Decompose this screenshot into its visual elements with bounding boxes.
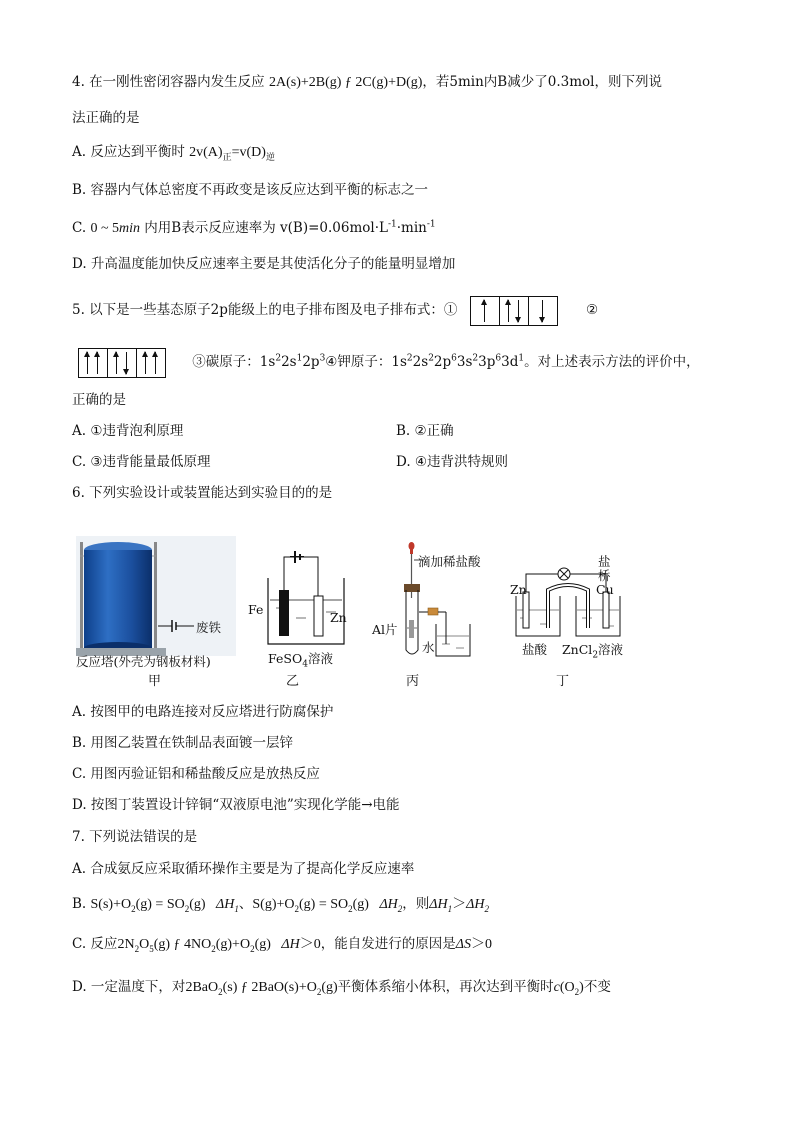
then-text: ，则 xyxy=(402,896,430,912)
q4-option-c-range: 0 ~ 5 xyxy=(90,221,120,236)
scrap-iron-label: 废铁 xyxy=(196,620,222,635)
q7-option-b-prefix: B. xyxy=(72,896,91,912)
q4-option-a xyxy=(72,142,275,163)
q4-stem-text: 4. 在一刚性密闭容器内发生反应 xyxy=(72,74,265,90)
figure-ding xyxy=(510,552,650,662)
eq-part: S(g)+O xyxy=(252,897,295,912)
concentration-symbol: c xyxy=(553,980,560,995)
enthalpy-symbol: ΔH xyxy=(429,897,448,912)
hcl-solution-label: 盐酸 xyxy=(522,642,548,657)
sub: 2 xyxy=(397,903,403,914)
q5-item-3-a: ③碳原子：1s xyxy=(192,354,276,370)
spin-down-arrow-icon xyxy=(126,352,127,374)
eq-part: (g) ƒ 4NO xyxy=(153,937,212,952)
enthalpy-symbol: ΔH xyxy=(281,937,300,952)
enthalpy-symbol: ΔH xyxy=(379,897,398,912)
q4-option-a-sub2: 逆 xyxy=(265,151,275,162)
q6-option-a: A. 按图甲的电路连接对反应塔进行防腐保护 xyxy=(72,704,334,720)
q5-stem-line3: 正确的是 xyxy=(72,392,126,408)
orbital-box xyxy=(471,297,500,325)
solution-text: 溶液 xyxy=(598,642,624,657)
orbital-diagram-1 xyxy=(470,296,558,326)
sub: 2 xyxy=(134,943,140,954)
sup: 2 xyxy=(428,353,434,364)
separator: 、 xyxy=(238,896,253,912)
spin-up-arrow-icon xyxy=(508,300,509,322)
electroplating-apparatus-illustration xyxy=(246,548,361,648)
q4-option-a-eq xyxy=(189,145,275,160)
sub: 2 xyxy=(131,903,136,914)
spin-down-arrow-icon xyxy=(542,300,543,322)
zinc-electrode-label: Zn xyxy=(330,610,347,625)
q7-option-b-eq2 xyxy=(252,897,402,912)
q7-option-c-eq xyxy=(117,937,320,952)
q4-option-c-min: min xyxy=(119,221,141,236)
q4-option-c xyxy=(72,218,436,239)
q5-option-a: A. ①违背泡利原理 xyxy=(72,423,184,439)
eq-part: ) xyxy=(579,980,584,995)
eq-part: (g) = SO xyxy=(299,897,349,912)
gt-zero: ＞0 xyxy=(470,937,492,952)
iron-electrode-label: Fe xyxy=(248,602,264,617)
eq-part: (O xyxy=(559,980,575,995)
orbital-box xyxy=(137,349,165,377)
q5-option-c: C. ③违背能量最低原理 xyxy=(72,454,211,470)
sub: 2 xyxy=(484,903,489,914)
orbital-box xyxy=(108,349,137,377)
eq-part: 2N xyxy=(117,937,135,952)
q4-reaction: 2A(s)+2B(g) ƒ 2C(g)+D(g) xyxy=(268,75,423,90)
entropy-symbol: ΔS xyxy=(455,937,471,952)
q4-option-c-exp2: -1 xyxy=(426,219,436,230)
copper-electrode-label: Cu xyxy=(596,582,614,597)
q5-item-4-c: 2p xyxy=(433,354,452,370)
eq-part: S(s)+O xyxy=(90,897,132,912)
sub: 5 xyxy=(149,943,154,954)
q5-item-4-f: 3d xyxy=(501,354,519,370)
q4-option-a-eq-part2: =v(D) xyxy=(231,145,266,160)
eq-part: O xyxy=(139,937,150,952)
sub: 2 xyxy=(316,986,322,997)
q4-option-c-mid: 内用B表示反应速率为 v(B)=0.06mol·L xyxy=(140,220,388,236)
q4-option-c-tail: ·min xyxy=(396,220,427,236)
q4-option-a-eq-part1: 2v(A) xyxy=(189,145,223,160)
spin-up-arrow-icon xyxy=(145,352,146,374)
eq-part: (g) xyxy=(352,897,369,912)
spin-up-arrow-icon xyxy=(97,352,98,374)
spin-up-arrow-icon xyxy=(155,352,156,374)
sub: 4 xyxy=(302,659,308,670)
q7-option-a: A. 合成氨反应采取循环操作主要是为了提高化学反应速率 xyxy=(72,861,415,877)
greater-than: ＞ xyxy=(452,897,467,912)
q6-option-d: D. 按图丁装置设计锌铜“双液原电池”实现化学能→电能 xyxy=(72,797,400,813)
q4-option-a-sub1: 正 xyxy=(222,151,232,162)
sub: 2 xyxy=(294,903,299,914)
sup: 2 xyxy=(406,353,413,364)
q7-option-d-conc xyxy=(554,980,584,995)
enthalpy-symbol: ΔH xyxy=(466,897,485,912)
orbital-box xyxy=(500,297,529,325)
q7-stem: 7. 下列说法错误的是 xyxy=(72,829,198,845)
sub: 2 xyxy=(592,650,599,661)
q7-option-d-mid: 平衡体系缩小体积，再次达到平衡时 xyxy=(337,979,554,995)
q4-option-b: B. 容器内气体总密度不再政变是该反应达到平衡的标志之一 xyxy=(72,182,429,198)
sub: 2 xyxy=(250,943,255,954)
q7-option-d-tail: 不变 xyxy=(583,979,611,995)
spin-up-arrow-icon xyxy=(87,352,88,374)
q7-option-c-mid: ，能自发进行的原因是 xyxy=(320,936,456,952)
galvanic-cell-illustration xyxy=(510,552,650,642)
eq-part: (g) xyxy=(321,980,338,995)
figure-yi-caption: 乙 xyxy=(286,674,300,689)
q7-option-b xyxy=(72,894,489,915)
figure-yi xyxy=(246,548,361,668)
q5-item-4-d: 3s xyxy=(456,354,473,370)
orbital-box xyxy=(529,297,557,325)
q7-option-b-compare xyxy=(429,897,489,912)
salt-bridge-label-1: 盐 xyxy=(598,554,611,569)
q5-item-3-b: 2s xyxy=(281,354,297,370)
q7-option-c-entropy xyxy=(456,937,492,952)
sup: 2 xyxy=(472,353,479,364)
q7-option-d xyxy=(72,977,611,998)
q7-option-d-eq xyxy=(185,980,337,995)
q7-option-c-prefix: C. 反应 xyxy=(72,936,118,952)
orbital-diagram-2 xyxy=(78,348,166,378)
q5-item-2: ② xyxy=(586,302,599,318)
q5-stem-text: 5. 以下是一些基态原子2p能级上的电子排布图及电子排布式：① xyxy=(72,302,458,318)
q5-item-4-e: 3p xyxy=(478,354,496,370)
q5-stem xyxy=(72,294,598,326)
q4-option-d: D. 升高温度能加快反应速率主要是其使活化分子的能量明显增加 xyxy=(72,256,456,272)
q5-item-3-c: 2p xyxy=(302,354,320,370)
feso4-text: FeSO xyxy=(268,651,303,666)
enthalpy-symbol: ΔH xyxy=(216,897,235,912)
gt-zero: ＞0 xyxy=(299,937,321,952)
eq-part: (g) xyxy=(254,937,271,952)
orbital-box xyxy=(79,349,108,377)
figure-ding-caption: 丁 xyxy=(556,674,570,689)
q5-option-d: D. ④违背洪特规则 xyxy=(396,454,509,470)
figure-jia xyxy=(76,536,236,676)
sub: 2 xyxy=(218,986,223,997)
q7-option-d-prefix: D. 一定温度下，对 xyxy=(72,979,186,995)
q5-tail: 。对上述表示方法的评价中， xyxy=(524,354,700,370)
water-label: 水 xyxy=(422,640,435,655)
reaction-tower-illustration xyxy=(76,536,236,656)
zinc-electrode-label: Zn xyxy=(510,582,527,597)
aluminum-sheet-label: Al片 xyxy=(372,622,398,637)
eq-part: 2BaO xyxy=(185,980,219,995)
q7-option-b-eq1 xyxy=(91,897,239,912)
eq-part: (s) ƒ 2BaO(s)+O xyxy=(222,980,317,995)
sup: 6 xyxy=(495,353,502,364)
sub: 1 xyxy=(234,903,239,914)
spin-up-arrow-icon xyxy=(116,352,117,374)
q6-option-b: B. 用图乙装置在铁制品表面镀一层锌 xyxy=(72,735,294,751)
figure-bing-caption: 丙 xyxy=(406,674,420,689)
sub: 2 xyxy=(574,986,580,997)
q4-stem xyxy=(72,72,662,93)
sup: 1 xyxy=(518,353,525,364)
sub: 2 xyxy=(184,903,190,914)
tower-caption-label: 反应塔(外壳为钢板材料) xyxy=(76,654,211,669)
dilute-hcl-label: 滴加稀盐酸 xyxy=(418,554,481,569)
zncl2-solution-label xyxy=(562,640,624,661)
q4-option-a-text: A. 反应达到平衡时 xyxy=(72,144,185,160)
eq-part: (g) = SO xyxy=(135,897,185,912)
q6-option-c: C. 用图丙验证铝和稀盐酸反应是放热反应 xyxy=(72,766,320,782)
feso4-solution-label xyxy=(268,649,333,670)
sub: 1 xyxy=(447,903,453,914)
sup: 6 xyxy=(451,353,457,364)
q4-option-c-prefix: C. xyxy=(72,220,91,236)
q5-option-b: B. ②正确 xyxy=(396,423,454,439)
q6-stem: 6. 下列实验设计或装置能达到实验目的的是 xyxy=(72,485,333,501)
q5-item-4-b: 2s xyxy=(412,354,429,370)
sup: 2 xyxy=(275,353,282,364)
figure-jia-caption: 甲 xyxy=(148,674,162,689)
eq-part: (g) xyxy=(189,897,206,912)
zncl2-text: ZnCl xyxy=(562,642,593,657)
q5-item-4-a: ④钾原子：1s xyxy=(325,354,407,370)
figure-bing xyxy=(372,540,502,670)
solution-text: 溶液 xyxy=(307,651,333,666)
eq-part: (g)+O xyxy=(215,937,251,952)
q4-stem-line2: 法正确的是 xyxy=(72,110,140,126)
sub: 2 xyxy=(211,943,216,954)
sup: 1 xyxy=(296,353,303,364)
salt-bridge-label-2: 桥 xyxy=(598,568,611,583)
spin-down-arrow-icon xyxy=(518,300,519,322)
q5-item-4 xyxy=(325,354,524,370)
q4-option-c-exp1: -1 xyxy=(387,219,397,230)
sup: 3 xyxy=(319,353,326,364)
q7-option-c xyxy=(72,934,492,955)
q5-item-3 xyxy=(192,354,325,370)
q5-line2 xyxy=(72,346,700,378)
q4-stem-tail: ，若5min内B减少了0.3mol，则下列说 xyxy=(422,74,662,90)
spin-up-arrow-icon xyxy=(484,300,485,322)
sub: 2 xyxy=(348,903,353,914)
